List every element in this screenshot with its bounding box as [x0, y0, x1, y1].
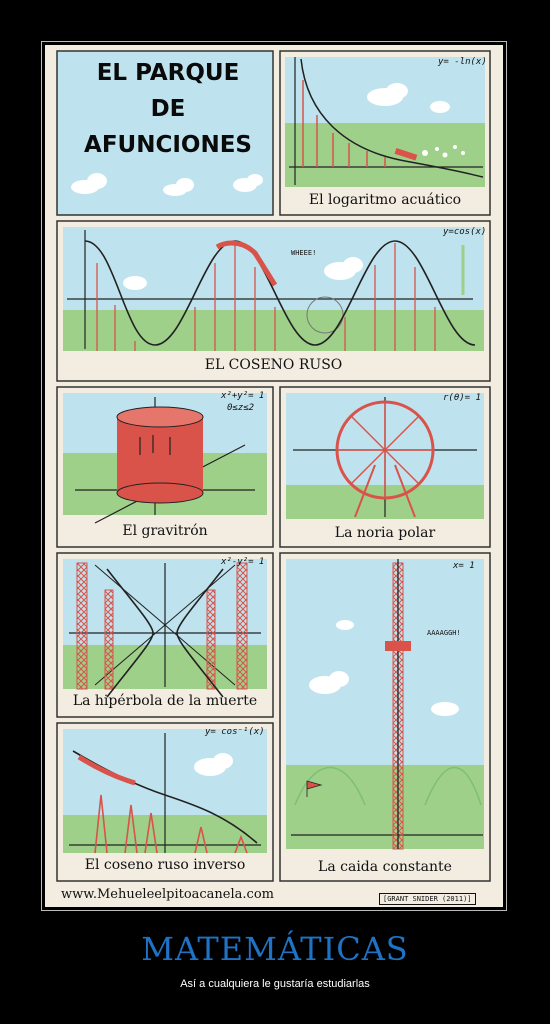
gravitron-caption: El gravitrón [122, 523, 208, 539]
title-line-2: DE [150, 96, 186, 122]
caida-caption: La caida constante [318, 859, 452, 875]
coseno-equation: y=cos(x) [443, 227, 487, 237]
logaritmo-equation: y= -ln(x) [438, 57, 487, 67]
hiperbola-equation: x²-y²= 1 [221, 557, 265, 567]
noria-caption: La noria polar [334, 525, 436, 541]
footer-credit: [GRANT SNIDER (2011)] [379, 893, 476, 905]
title-line-1: EL PARQUE [96, 60, 240, 86]
logaritmo-caption: El logaritmo acuático [308, 192, 462, 208]
panel-caida-constante [280, 553, 490, 881]
caida-exclamation: AAAAGGH! [427, 629, 461, 637]
caida-equation: x= 1 [453, 561, 475, 571]
comic-illustration [45, 45, 503, 907]
motivational-subheading: Así a cualquiera le gustaría estudiarlas [180, 978, 370, 990]
coseno-caption: EL COSENO RUSO [204, 357, 343, 373]
footer-url: www.Mehueleelpitoacanela.com [61, 887, 274, 902]
hiperbola-caption: La hipérbola de la muerte [72, 693, 258, 709]
noria-equation: r(θ)= 1 [443, 393, 481, 403]
comic-poster [45, 45, 503, 907]
panel-logaritmo [280, 51, 490, 215]
coseno-inverso-equation: y= cos⁻¹(x) [205, 727, 265, 737]
title-line-3: AFUNCIONES [84, 132, 252, 158]
motivational-heading: MATEMÁTICAS [141, 930, 409, 968]
coseno-inverso-caption: El coseno ruso inverso [84, 857, 246, 873]
coseno-exclamation: WHEEE! [291, 249, 317, 257]
gravitron-equation: x²+y²= 1 [221, 391, 265, 401]
poster-title [59, 55, 277, 163]
gravitron-equation-range: 0≤z≤2 [227, 403, 255, 413]
panel-noria-polar [280, 387, 490, 547]
